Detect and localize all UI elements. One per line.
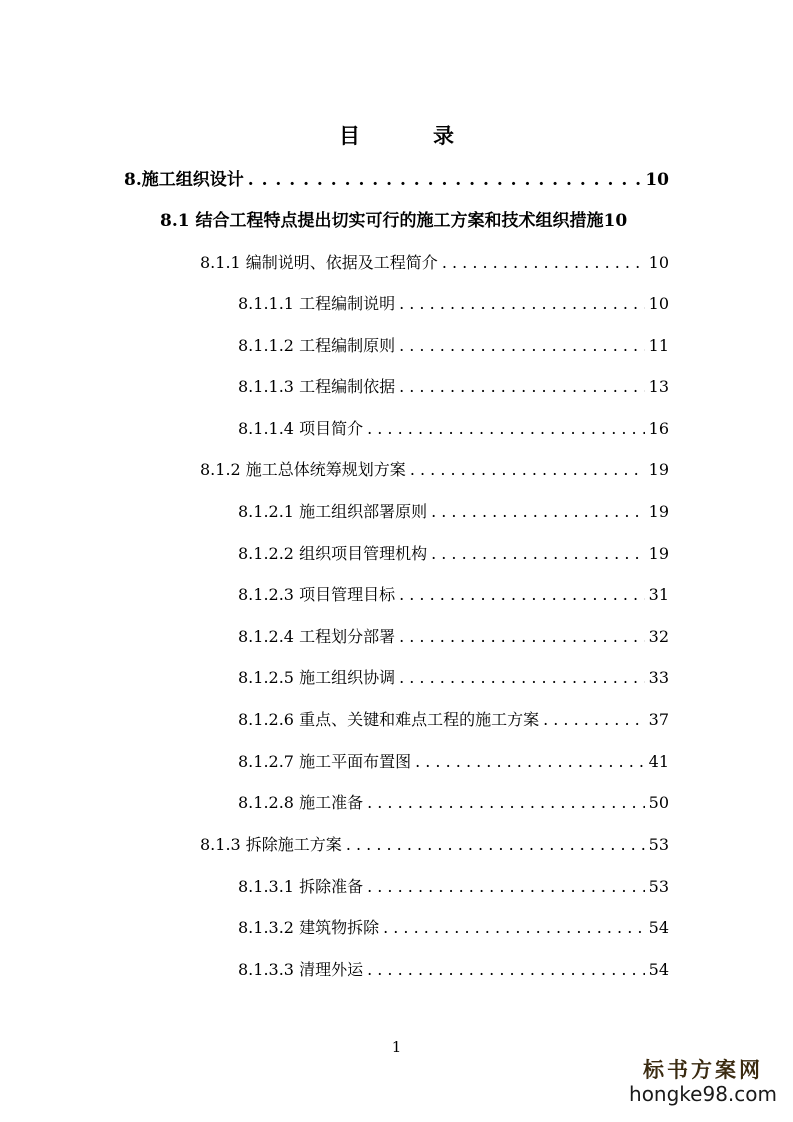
toc-entry-label: 8.1.2.8 施工准备 [238,793,364,812]
toc-entry-label: 8.施工组织设计 [124,170,244,190]
toc-entry-label: 8.1.3.1 拆除准备 [238,877,364,896]
toc-entry-page: 53 [648,877,669,896]
toc-entry-label: 8.1.1.2 工程编制原则 [238,336,396,355]
toc-entry-page: 33 [648,668,669,687]
toc-leader-dots [399,377,645,396]
toc-entry[interactable] [238,790,669,813]
toc-entry[interactable] [238,541,669,564]
toc-entry[interactable] [238,291,669,314]
toc-entry-page: 10 [603,211,628,231]
toc-leader-dots [383,918,645,937]
toc-entry[interactable] [238,333,669,356]
toc-entry-label: 8.1.1.4 项目简介 [238,419,364,438]
toc-leader-dots [367,419,645,438]
toc-entry-label: 8.1.1 编制说明、依据及工程简介 [200,253,438,272]
toc-entry-page: 10 [648,294,669,313]
toc-entry-page: 19 [648,460,669,479]
toc-entry[interactable] [124,165,669,190]
toc-entry-page: 19 [648,544,669,563]
toc-entry[interactable] [238,665,669,688]
toc-entry[interactable] [238,707,669,730]
toc-entry-label: 8.1 结合工程特点提出切实可行的施工方案和技术组织措施 [160,211,604,231]
toc-entry-label: 8.1.2.3 项目管理目标 [238,585,396,604]
toc-entry-label: 8.1.2.5 施工组织协调 [238,668,396,687]
toc-entry[interactable] [238,499,669,522]
toc-leader-dots [248,170,642,190]
toc-entry[interactable] [238,915,669,938]
toc-entry[interactable] [160,206,669,231]
toc-entry-label: 8.1.3.2 建筑物拆除 [238,918,380,937]
toc-entry[interactable] [238,624,669,647]
watermark [629,1058,777,1106]
toc-leader-dots [410,460,645,479]
toc-entry-page: 32 [648,627,669,646]
toc-entry-page: 13 [648,377,669,396]
toc-entry-page: 10 [648,253,669,272]
toc-leader-dots [399,336,645,355]
toc-entry[interactable] [200,250,669,273]
toc-entry-label: 8.1.2.7 施工平面布置图 [238,752,412,771]
toc-leader-dots [399,294,645,313]
toc-entry-page: 11 [648,336,669,355]
toc-leader-dots [399,585,645,604]
toc-entry-page: 37 [648,710,669,729]
toc-entry-page: 10 [645,170,669,190]
toc-entry-label: 8.1.2.6 重点、关键和难点工程的施工方案 [238,710,540,729]
toc-leader-dots [346,835,645,854]
toc-entry-page: 54 [648,918,669,937]
toc-entry[interactable] [238,374,669,397]
toc-entry-page: 41 [648,752,669,771]
toc-entry-label: 8.1.1.3 工程编制依据 [238,377,396,396]
toc-entry[interactable] [200,457,669,480]
toc-entry[interactable] [238,582,669,605]
toc-entry[interactable] [238,749,669,772]
toc-title: 目 录 [339,123,480,148]
toc-entry-page: 16 [648,419,669,438]
toc-leader-dots [367,960,645,979]
toc-entry[interactable] [238,957,669,980]
toc-entry-page: 31 [648,585,669,604]
toc-leader-dots [431,544,645,563]
toc-entry-label: 8.1.3 拆除施工方案 [200,835,342,854]
toc-leader-dots [415,752,645,771]
toc-entry-label: 8.1.1.1 工程编制说明 [238,294,396,313]
page-number: 1 [391,1038,402,1056]
toc-entry-label: 8.1.2.2 组织项目管理机构 [238,544,428,563]
toc-leader-dots [399,627,645,646]
toc-entry[interactable] [238,416,669,439]
watermark-en: hongke98.com [629,1082,777,1106]
watermark-cn: 标书方案网 [643,1058,763,1082]
toc-entry-page: 54 [648,960,669,979]
toc-leader-dots [431,502,645,521]
toc-entry-label: 8.1.3.3 清理外运 [238,960,364,979]
toc-leader-dots [442,253,645,272]
toc-entry-page: 53 [648,835,669,854]
toc-entry[interactable] [238,874,669,897]
toc-entry[interactable] [200,832,669,855]
toc-entry-page: 19 [648,502,669,521]
toc-entry-page: 50 [648,793,669,812]
toc-entry-label: 8.1.2.1 施工组织部署原则 [238,502,428,521]
toc-entry-label: 8.1.2.4 工程划分部署 [238,627,396,646]
toc-leader-dots [367,793,645,812]
toc-leader-dots [543,710,645,729]
toc-leader-dots [399,668,645,687]
toc-leader-dots [367,877,645,896]
toc-entry-label: 8.1.2 施工总体统筹规划方案 [200,460,406,479]
